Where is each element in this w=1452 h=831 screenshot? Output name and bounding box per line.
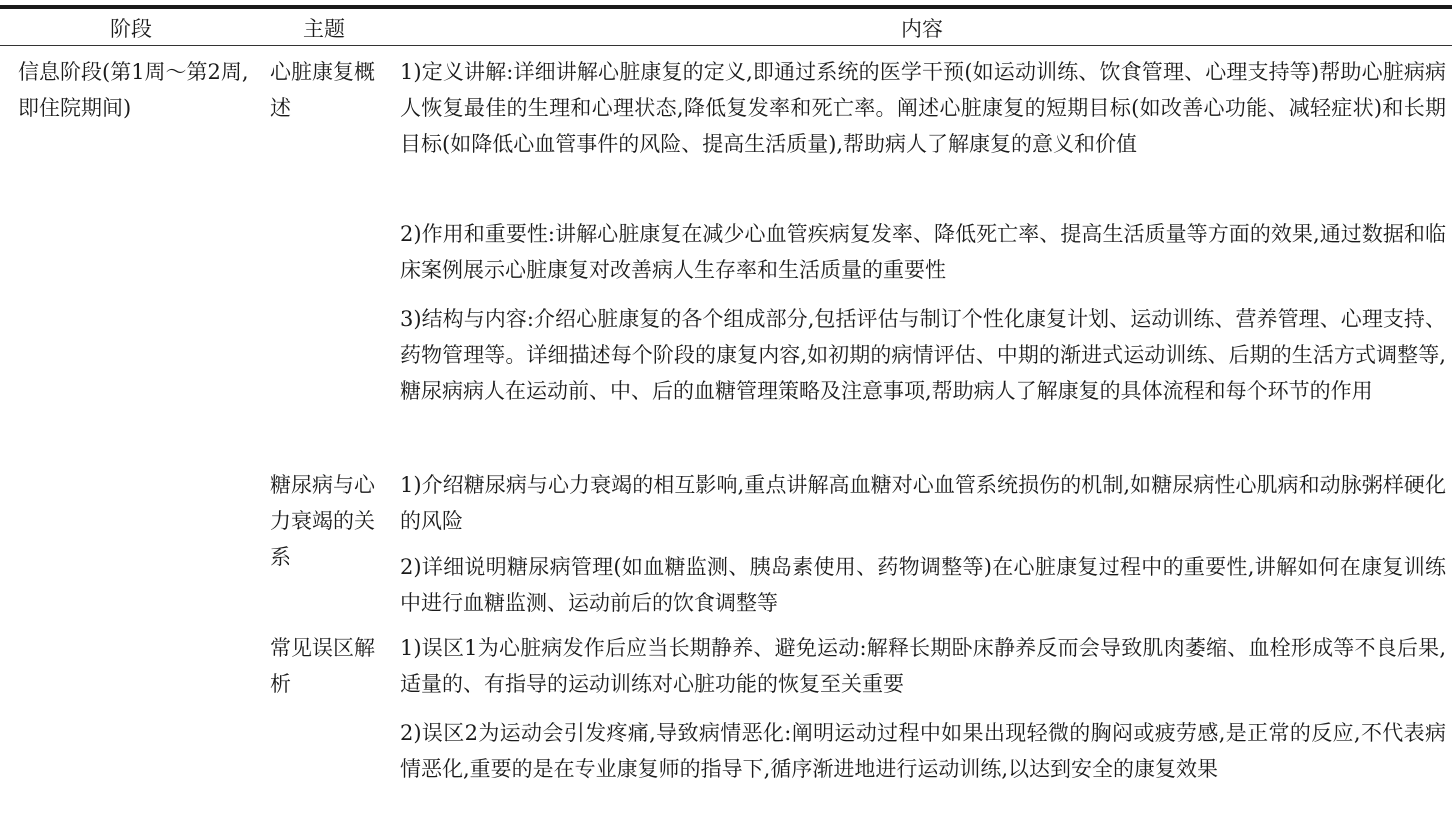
- header-rule: [0, 45, 1452, 46]
- stage-cell: 信息阶段(第1周～第2周,即住院期间): [18, 60, 249, 120]
- content-paragraph: 2)作用和重要性:讲解心脏康复在减少心血管疾病复发率、降低死亡率、提高生活质量等方面的效果,通过数据和临床案例展示心脏康复对改善病人生存率和生活质量的重要性: [400, 222, 1446, 282]
- top-rule: [0, 5, 1452, 9]
- content-paragraph: 2)详细说明糖尿病管理(如血糖监测、胰岛素使用、药物调整等)在心脏康复过程中的重要性,讲解如何在康复训练中进行血糖监测、运动前后的饮食调整等: [400, 555, 1446, 615]
- topic-cell-misconceptions: 常见误区解析: [270, 636, 375, 696]
- content-paragraph: 1)定义讲解:详细讲解心脏康复的定义,即通过系统的医学干预(如运动训练、饮食管理、心理支持等)帮助心脏病病人恢复最佳的生理和心理状态,降低复发率和死亡率。阐述心脏康复的短期目标(如改善心功能、减轻症状)和长期目标(如降低心血管事件的风险、提高生活质量),帮助病人了解康复的意义和价值: [400, 60, 1446, 156]
- header-topic: 主题: [303, 17, 345, 41]
- content-paragraph: 3)结构与内容:介绍心脏康复的各个组成部分,包括评估与制订个性化康复计划、运动训练、营养管理、心理支持、药物管理等。详细描述每个阶段的康复内容,如初期的病情评估、中期的渐进式运动训练、后期的生活方式调整等,糖尿病病人在运动前、中、后的血糖管理策略及注意事项,帮助病人了解康复的具体流程和每个环节的作用: [400, 307, 1446, 403]
- content-paragraph: 1)误区1为心脏病发作后应当长期静养、避免运动:解释长期卧床静养反而会导致肌肉萎缩、血栓形成等不良后果,适量的、有指导的运动训练对心脏功能的恢复至关重要: [400, 636, 1446, 696]
- header-stage: 阶段: [110, 17, 152, 41]
- header-content: 内容: [901, 17, 943, 41]
- content-paragraph: 1)介绍糖尿病与心力衰竭的相互影响,重点讲解高血糖对心血管系统损伤的机制,如糖尿病性心肌病和动脉粥样硬化的风险: [400, 473, 1446, 533]
- topic-cell-overview: 心脏康复概述: [270, 60, 375, 120]
- topic-cell-diabetes-heart-failure: 糖尿病与心力衰竭的关系: [270, 473, 375, 569]
- content-paragraph: 2)误区2为运动会引发疼痛,导致病情恶化:阐明运动过程中如果出现轻微的胸闷或疲劳感,是正常的反应,不代表病情恶化,重要的是在专业康复师的指导下,循序渐进地进行运动训练,以达到安全的康复效果: [400, 721, 1446, 781]
